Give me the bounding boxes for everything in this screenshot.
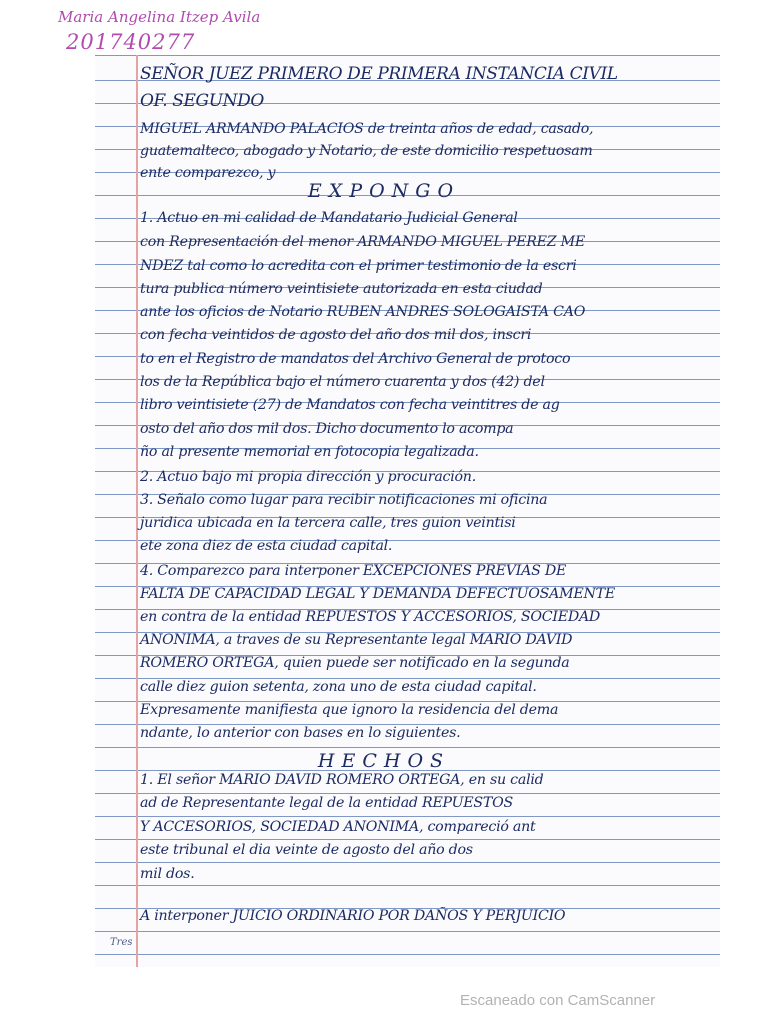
folio-mark: Tres (110, 937, 133, 948)
memorial-line: 1. El señor MARIO DAVID ROMERO ORTEGA, en su calid (140, 772, 544, 788)
memorial-line: to en el Registro de mandatos del Archivo General de protoco (140, 351, 571, 367)
memorial-line: ño al presente memorial en fotocopia legalizada. (140, 444, 479, 460)
ruled-line (95, 954, 720, 955)
memorial-line: libro veintisiete (27) de Mandatos con fecha veintitres de ag (140, 397, 560, 413)
memorial-line: con fecha veintidos de agosto del año dos mil dos, inscri (140, 327, 532, 343)
ruled-line (95, 816, 720, 817)
memorial-line: ente comparezco, y (140, 165, 276, 181)
memorial-line: este tribunal el dia veinte de agosto del año dos (140, 842, 473, 858)
memorial-line: 2. Actuo bajo mi propia dirección y procuración. (140, 469, 476, 485)
memorial-line: NDEZ tal como lo acredita con el primer testimonio de la escri (140, 258, 577, 274)
memorial-line: ROMERO ORTEGA, quien puede ser notificado en la segunda (140, 655, 570, 671)
memorial-line: A interponer JUICIO ORDINARIO POR DAÑOS Y PERJUICIO (140, 908, 566, 924)
memorial-line: ndante, lo anterior con bases en lo siguientes. (140, 725, 461, 741)
memorial-line: FALTA DE CAPACIDAD LEGAL Y DEMANDA DEFECTUOSAMENTE (140, 586, 615, 602)
memorial-line: osto del año dos mil dos. Dicho documento lo acompa (140, 421, 514, 437)
ruled-line (95, 862, 720, 863)
ruled-line (95, 747, 720, 748)
memorial-line: ad de Representante legal de la entidad REPUESTOS (140, 795, 513, 811)
memorial-line: Y ACCESORIOS, SOCIEDAD ANONIMA, compareció ant (140, 819, 536, 835)
memorial-line: Expresamente manifiesta que ignoro la residencia del dema (140, 702, 559, 718)
camscanner-watermark: Escaneado con CamScanner (460, 992, 656, 1009)
ruled-line (95, 55, 720, 56)
memorial-line: 3. Señalo como lugar para recibir notificaciones mi oficina (140, 492, 548, 508)
ruled-line (95, 839, 720, 840)
memorial-line: SEÑOR JUEZ PRIMERO DE PRIMERA INSTANCIA CIVIL (140, 64, 618, 84)
memorial-line: ete zona diez de esta ciudad capital. (140, 538, 393, 554)
heading-hechos: HECHOS (317, 750, 451, 772)
memorial-line: con Representación del menor ARMANDO MIGUEL PEREZ ME (140, 234, 585, 250)
memorial-line: tura publica número veintisiete autorizada en esta ciudad (140, 281, 543, 297)
memorial-line: 1. Actuo en mi calidad de Mandatario Judicial General (140, 210, 518, 226)
ruled-line (95, 793, 720, 794)
memorial-line: 4. Comparezco para interponer EXCEPCIONES PREVIAS DE (140, 563, 567, 579)
ruled-line (95, 885, 720, 886)
ruled-line (95, 931, 720, 932)
memorial-line: mil dos. (140, 866, 195, 882)
student-name: Maria Angelina Itzep Avila (58, 8, 261, 26)
memorial-line: en contra de la entidad REPUESTOS Y ACCESORIOS, SOCIEDAD (140, 609, 601, 625)
student-id: 201740277 (66, 30, 196, 54)
memorial-line: ANONIMA, a traves de su Representante legal MARIO DAVID (140, 632, 573, 648)
memorial-line: calle diez guion setenta, zona uno de esta ciudad capital. (140, 679, 537, 695)
memorial-line: OF. SEGUNDO (140, 91, 264, 111)
memorial-line: ante los oficios de Notario RUBEN ANDRES SOLOGAISTA CAO (140, 304, 586, 320)
memorial-line: los de la República bajo el número cuarenta y dos (42) del (140, 374, 545, 390)
memorial-line: MIGUEL ARMANDO PALACIOS de treinta años de edad, casado, (140, 121, 594, 137)
heading-expongo: EXPONGO (307, 180, 461, 202)
memorial-line: juridica ubicada en la tercera calle, tres guion veintisi (140, 515, 516, 531)
memorial-line: guatemalteco, abogado y Notario, de este domicilio respetuosam (140, 143, 593, 159)
